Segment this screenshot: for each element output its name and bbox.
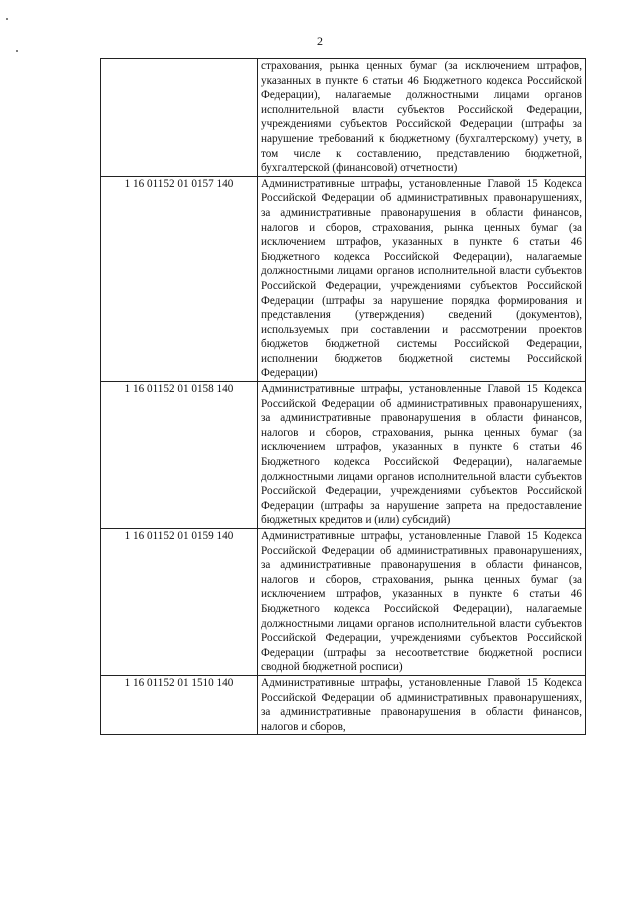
budget-code-cell [101, 59, 258, 177]
scan-speck [6, 18, 8, 20]
table-row [101, 382, 586, 529]
description-cell: Административные штрафы, установленные Главой 15 Кодекса Российской Федерации об административных правонарушениях, за административные правонарушения в области финансов, налогов и сборов, [258, 675, 586, 734]
description-cell: Административные штрафы, установленные Главой 15 Кодекса Российской Федерации об административных правонарушениях, за административные правонарушения в области финансов, налогов и сборов, страхования, рынка ценных бумаг (за исключением штрафов, указанных в пункте 6 статьи 46 Бюджетного кодекса Российской Федерации), налагаемые должностными лицами органов исполнительной власти субъектов Российской Федерации, учреждениями субъектов Российской Федерации (штрафы за нарушение порядка формирования и представления (утверждения) сведений (документов), используемых при составлении и рассмотрении проектов бюджетов бюджетной системы Российской Федерации, исполнении бюджетов бюджетной системы Российской Федерации) [258, 176, 586, 381]
description-cell: Административные штрафы, установленные Главой 15 Кодекса Российской Федерации об административных правонарушениях, за административные правонарушения в области финансов, налогов и сборов, страхования, рынка ценных бумаг (за исключением штрафов, указанных в пункте 6 статьи 46 Бюджетного кодекса Российской Федерации), налагаемые должностными лицами органов исполнительной власти субъектов Российской Федерации, учреждениями субъектов Российской Федерации (штрафы за нарушение запрета на предоставление бюджетных кредитов и (или) субсидий) [258, 382, 586, 529]
revenue-codes-table [100, 58, 586, 735]
budget-code-cell: 1 16 01152 01 1510 140 [101, 675, 258, 734]
table-row [101, 59, 586, 177]
description-cell: Административные штрафы, установленные Главой 15 Кодекса Российской Федерации об административных правонарушениях, за административные правонарушения в области финансов, налогов и сборов, страхования, рынка ценных бумаг (за исключением штрафов, указанных в пункте 6 статьи 46 Бюджетного кодекса Российской Федерации), налагаемые должностными лицами органов исполнительной власти субъектов Российской Федерации, учреждениями субъектов Российской Федерации (штрафы за несоответствие бюджетной росписи сводной бюджетной росписи) [258, 529, 586, 676]
budget-code-cell: 1 16 01152 01 0157 140 [101, 176, 258, 381]
table-row [101, 176, 586, 381]
scan-speck [16, 50, 18, 52]
budget-code-cell: 1 16 01152 01 0159 140 [101, 529, 258, 676]
table-row [101, 675, 586, 734]
table-row [101, 529, 586, 676]
description-cell: страхования, рынка ценных бумаг (за исключением штрафов, указанных в пункте 6 статьи 46 Бюджетного кодекса Российской Федерации), налагаемые должностными лицами органов исполнительной власти субъектов Российской Федерации, учреждениями субъектов Российской Федерации (штрафы за нарушение требований к бюджетному (бухгалтерскому) учету, в том числе к составлению, представлению бюджетной, бухгалтерской (финансовой) отчетности) [258, 59, 586, 177]
page-number: 2 [317, 34, 323, 48]
budget-code-cell: 1 16 01152 01 0158 140 [101, 382, 258, 529]
